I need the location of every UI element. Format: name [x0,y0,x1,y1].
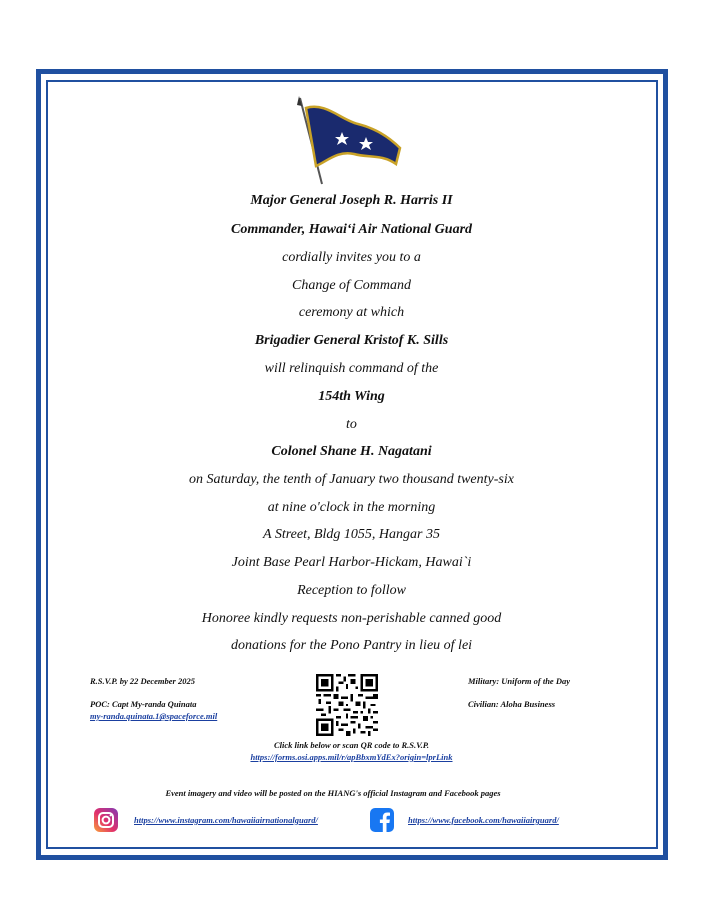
invites-line: cordially invites you to a [282,250,421,265]
general-officer-flag-icon [296,96,404,186]
to-line: to [346,417,357,432]
outgoing-commander: Brigadier General Kristof K. Sills [254,333,449,348]
rsvp-form-link[interactable]: https://forms.osi.apps.mil/r/apBbxmYdEx?origin=lprLink [250,752,453,762]
rsvp-deadline: R.S.V.P. by 22 December 2025 [90,676,195,686]
instagram-icon[interactable] [94,808,118,832]
location-line-2: Joint Base Pearl Harbor-Hickam, Hawai`i [231,555,472,570]
facebook-link[interactable]: https://www.facebook.com/hawaiiairguard/ [408,815,559,825]
event-line: Change of Command [292,278,411,293]
time-line: at nine o'clock in the morning [267,500,436,515]
rsvp-instructions: Click link below or scan QR code to R.S.V.P. [273,740,430,750]
location-line-1: A Street, Bldg 1055, Hangar 35 [263,527,440,542]
poc-email-link[interactable]: my-randa.quinata.1@spaceforce.mil [90,711,218,721]
ceremony-line: ceremony at which [298,305,405,320]
reception-line: Reception to follow [297,583,406,598]
social-notice: Event imagery and video will be posted on the HIANG's official Instagram and Facebook pages [165,788,501,798]
relinquish-line: will relinquish command of the [264,361,439,376]
instagram-link[interactable]: https://www.instagram.com/hawaiiairnationalguard/ [134,815,318,825]
rsvp-qr-code[interactable] [316,674,378,736]
unit-name: 154th Wing [318,389,385,404]
military-attire: Military: Uniform of the Day [468,676,570,686]
poc-name: POC: Capt My-randa Quinata [90,699,197,709]
facebook-icon[interactable] [370,808,394,832]
donation-line-1: Honoree kindly requests non-perishable canned good [201,611,502,626]
host-name: Major General Joseph R. Harris II [250,193,453,208]
donation-line-2: donations for the Pono Pantry in lieu of lei [230,638,473,653]
civilian-attire: Civilian: Aloha Business [468,699,556,709]
incoming-commander: Colonel Shane H. Nagatani [271,444,432,459]
date-line: on Saturday, the tenth of January two thousand twenty-six [189,472,514,487]
host-title: Commander, Hawaiʻi Air National Guard [230,222,473,237]
